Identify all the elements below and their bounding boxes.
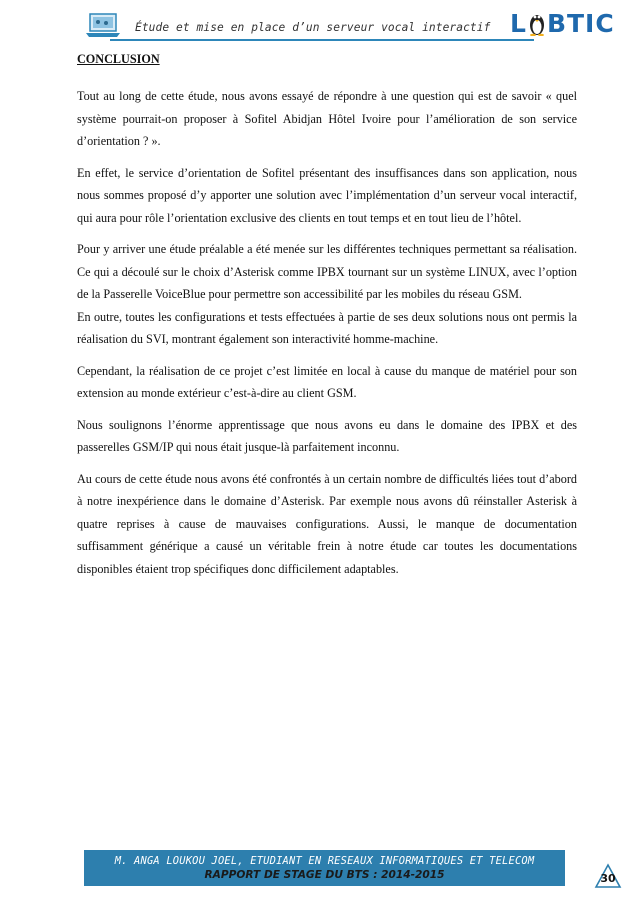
paragraph: En outre, toutes les configurations et tests effectuées à partie de ses deux solutions nous ont permis la réalisation du SVI, montrant également son interactivité homme-machine. — [77, 309, 577, 346]
paragraph: En effet, le service d’orientation de Sofitel présentant des insuffisances dans son application, nous nous sommes proposé d’y apporter une solution avec l’implémentation d’un serveur vocal interactif, qui aura pour rôle l’orientation exclusive des clients en tout temps et en tout lieu de l’hôtel. — [77, 165, 577, 225]
logo-prefix: L — [510, 8, 527, 38]
footer-band — [84, 850, 565, 886]
page-number: 30 — [600, 872, 616, 885]
paragraph: Tout au long de cette étude, nous avons essayé de répondre à une question qui est de savoir « quel système pourrait-on proposer à Sofitel Abidjan Hôtel Ivoire pour l’amélioration de son service d’orientation ? ». — [77, 89, 577, 148]
section-heading: CONCLUSION — [77, 52, 160, 66]
tux-penguin-icon — [528, 10, 546, 36]
labtic-logo — [510, 8, 620, 38]
paragraph: Nous soulignons l’énorme apprentissage que nous avons eu dans le domaine des IPBX et des passerelles GSM/IP qui nous était jusque-là parfaitement inconnu. — [77, 417, 577, 454]
page-header — [0, 0, 638, 50]
report-line: RAPPORT DE STAGE DU BTS : 2014-2015 — [204, 869, 445, 881]
paragraph: Cependant, la réalisation de ce projet c’est limitée en local à cause du manque de matériel pour son extension au monde extérieur c’est-à-dire au client GSM. — [77, 363, 577, 400]
header-rule — [110, 39, 534, 41]
paragraph: Au cours de cette étude nous avons été confrontés à un certain nombre de difficultés liées tout d’abord à notre inexpérience dans le domaine d’Asterisk. Par exemple nous avons dû réinstaller Asterisk à quatre reprises à cause de mauvaises configurations. Aussi, le manque de documentation suffisamment générique a causé un véritable frein à notre étude car toutes les documentations disponibles étaient trop spécifiques donc difficilement adaptables. — [77, 471, 577, 576]
page-number-badge — [594, 863, 622, 889]
document-title: Étude et mise en place d’un serveur vocal interactif — [135, 21, 491, 34]
laptop-logo-icon — [84, 12, 122, 40]
logo-suffix: BTIC — [546, 8, 615, 38]
author-line: M. ANGA LOUKOU JOEL, ETUDIANT EN RESEAUX INFORMATIQUES ET TELECOM — [114, 855, 535, 867]
paragraph: Pour y arriver une étude préalable a été menée sur les différentes techniques permettant sa réalisation. Ce qui a découlé sur le choix d’Asterisk comme IPBX tournant sur un système LINUX, avec l’option de la Passerelle VoiceBlue pour permettre son accessibilité par les mobiles du réseau GSM. — [77, 242, 577, 301]
main-content — [77, 52, 577, 589]
